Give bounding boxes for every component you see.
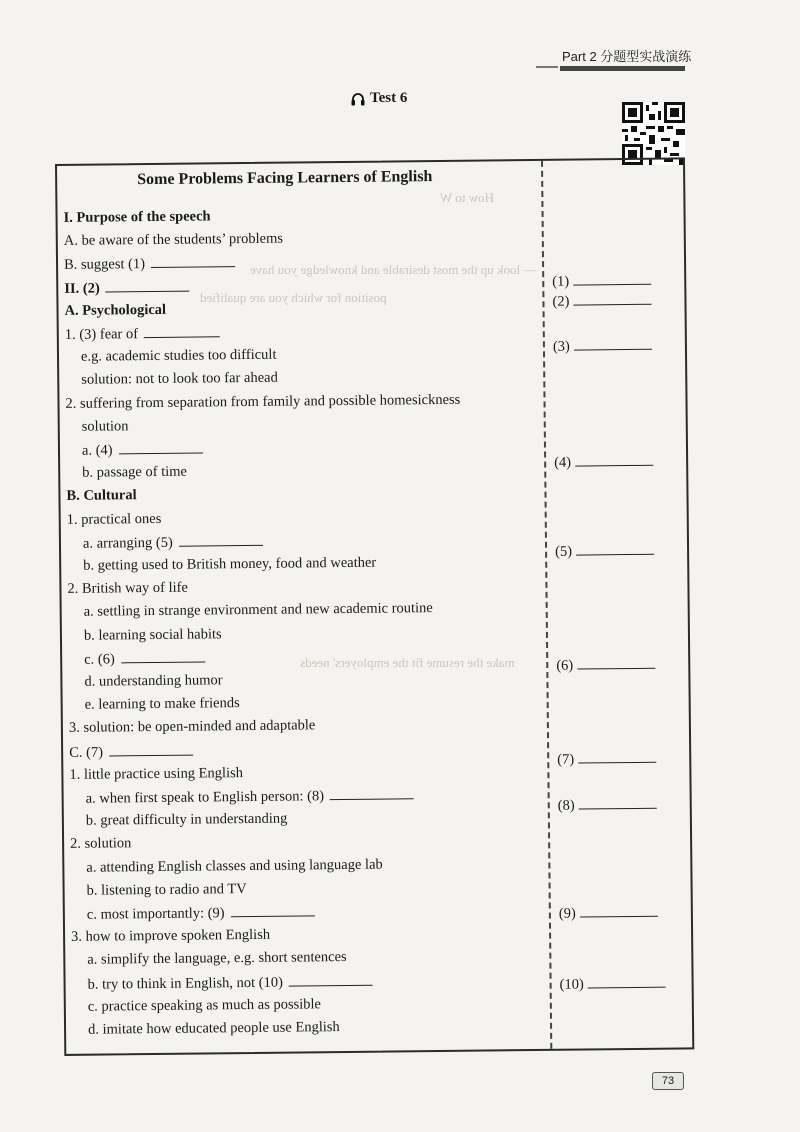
outline-line-text: d. imitate how educated people use English — [87, 1019, 340, 1038]
answer-slot — [559, 904, 658, 923]
answer-number: (10) — [559, 976, 584, 993]
outline-line-text: solution — [81, 418, 129, 435]
outline-line — [85, 695, 240, 714]
outline-line-text: A. Psychological — [64, 301, 167, 319]
outline-line-text: e. learning to make friends — [84, 695, 240, 713]
outline-line — [65, 324, 220, 344]
outline-line — [87, 949, 346, 969]
outline-line — [84, 626, 222, 644]
answer-number: (6) — [556, 657, 574, 674]
answer-blank[interactable] — [579, 796, 657, 810]
outline-line-text: II. (2) — [64, 280, 100, 297]
answer-blank[interactable] — [151, 255, 235, 269]
outline-line-text: a. simplify the language, e.g. short sentences — [87, 949, 347, 969]
outline-line-text: c. (6) — [84, 651, 115, 668]
answer-blank[interactable] — [179, 533, 263, 547]
outline-line-text: e.g. academic studies too difficult — [80, 346, 277, 365]
outline-line-text: 3. solution: be open-minded and adaptable — [68, 717, 316, 737]
test-title-group — [350, 90, 407, 107]
outline-line-text: a. attending English classes and using language lab — [86, 856, 383, 876]
outline-line — [82, 440, 203, 459]
outline-line — [81, 347, 277, 366]
section-header: Part 2 分题型实战演练 — [562, 49, 692, 64]
bleed-through-text: position for which you are qualified — [200, 290, 387, 305]
answer-blank[interactable] — [578, 750, 656, 764]
answer-blank[interactable] — [106, 278, 190, 292]
outline-line — [70, 836, 131, 854]
outline-line — [88, 1019, 340, 1039]
answer-blank[interactable] — [289, 972, 373, 986]
answer-blank[interactable] — [230, 903, 314, 917]
answer-blank[interactable] — [144, 324, 220, 338]
answer-blank[interactable] — [574, 337, 652, 351]
outline-line — [86, 811, 288, 830]
document-title: Some Problems Facing Learners of English — [137, 168, 433, 189]
outline-line — [64, 255, 235, 275]
bleed-through-text: make the resume fit the employers' needs — [300, 655, 515, 670]
outline-line — [65, 391, 460, 412]
outline-line-text: b. listening to radio and TV — [86, 880, 247, 899]
answer-number: (9) — [558, 905, 576, 922]
outline-line — [87, 881, 247, 900]
outline-line — [71, 927, 270, 946]
answer-blank[interactable] — [573, 272, 651, 286]
outline-line-text: b. getting used to British money, food and weather — [83, 554, 377, 574]
outline-line — [82, 464, 187, 482]
answer-slot — [556, 656, 655, 675]
outline-line — [64, 302, 166, 320]
answer-number: (4) — [554, 454, 572, 471]
outline-line — [63, 208, 210, 227]
outline-line-text: 2. British way of life — [67, 579, 188, 598]
outline-line-text: C. (7) — [69, 744, 104, 761]
outline-line — [87, 903, 315, 923]
outline-line-text: 1. practical ones — [66, 510, 162, 528]
answer-slot — [557, 750, 656, 769]
outline-line-text: b. try to think in English, not (10) — [87, 974, 284, 993]
answer-blank[interactable] — [330, 786, 414, 800]
outline-line — [87, 972, 373, 993]
outline-line-text: 3. how to improve spoken English — [71, 926, 271, 946]
answer-blank[interactable] — [575, 453, 653, 467]
outline-line-text: b. learning social habits — [83, 625, 222, 644]
bleed-through-text: How to W — [440, 190, 494, 205]
outline-line — [86, 856, 383, 876]
answer-number: (2) — [552, 293, 570, 310]
bleed-through-text: — look up the most desirable and knowledge you have — [250, 262, 537, 277]
answer-slot — [554, 453, 653, 472]
outline-line-text: 1. (3) fear of — [64, 326, 139, 343]
outline-line-text: A. be aware of the students’ problems — [63, 230, 284, 250]
outline-line — [64, 231, 283, 250]
header-rule-thin — [536, 66, 558, 68]
answer-slot — [560, 975, 666, 994]
outline-line-text: b. passage of time — [82, 463, 188, 481]
outline-line-text: a. (4) — [81, 442, 113, 459]
headphones-icon — [350, 91, 366, 107]
answer-blank[interactable] — [577, 656, 655, 670]
outline-line — [67, 580, 188, 598]
outline-line-text: a. settling in strange environment and new academic routine — [83, 600, 433, 621]
outline-line-text: c. most importantly: (9) — [86, 905, 225, 923]
outline-line-text: B. Cultural — [66, 487, 137, 505]
header-rule — [560, 66, 685, 71]
outline-line — [84, 649, 205, 668]
outline-line — [66, 488, 136, 506]
answer-blank[interactable] — [573, 292, 651, 306]
outline-line — [88, 996, 321, 1015]
outline-line-text: 1. little practice using English — [69, 764, 244, 783]
outline-line — [82, 418, 129, 435]
outline-line — [84, 600, 433, 621]
page-number: 73 — [652, 1072, 684, 1090]
outline-line-text: B. suggest (1) — [63, 256, 146, 274]
outline-line — [86, 786, 415, 807]
outline-line-text: I. Purpose of the speech — [63, 208, 211, 226]
outline-line — [83, 533, 263, 553]
column-divider — [541, 161, 552, 1049]
outline-line — [67, 511, 162, 529]
answer-blank[interactable] — [580, 904, 658, 918]
outline-line-text: solution: not to look too far ahead — [81, 370, 278, 389]
outline-line — [64, 278, 190, 297]
outline-line-text: a. when first speak to English person: (8) — [85, 788, 325, 807]
answer-blank[interactable] — [109, 742, 193, 756]
outline-line-text: b. great difficulty in understanding — [85, 810, 288, 829]
answer-slot — [552, 272, 651, 291]
outline-line — [83, 555, 376, 575]
answer-number: (7) — [557, 751, 575, 768]
answer-number: (5) — [555, 543, 573, 560]
answer-blank[interactable] — [119, 440, 203, 454]
outline-line — [81, 370, 278, 389]
answer-blank[interactable] — [121, 649, 205, 663]
outline-line-text: 2. suffering from separation from family and possible homesickness — [65, 391, 461, 412]
outline-table — [55, 157, 694, 1056]
answer-number: (8) — [557, 797, 575, 814]
answer-slot — [555, 542, 654, 561]
outline-line — [84, 672, 222, 690]
outline-line — [69, 765, 243, 784]
outline-line-text: a. arranging (5) — [82, 534, 173, 552]
answer-blank[interactable] — [588, 975, 666, 989]
outline-line-text: d. understanding humor — [84, 672, 223, 690]
test-title: Test 6 — [370, 90, 408, 106]
outline-line-text: c. practice speaking as much as possible — [87, 996, 322, 1015]
qr-code-icon — [622, 102, 685, 165]
answer-number: (3) — [552, 338, 570, 355]
answer-slot — [552, 292, 651, 311]
outline-line — [69, 718, 316, 738]
answer-slot — [553, 337, 652, 356]
outline-line — [69, 742, 193, 761]
outline-line-text: 2. solution — [70, 835, 132, 853]
answer-slot — [558, 796, 657, 815]
answer-blank[interactable] — [576, 542, 654, 556]
answer-number: (1) — [552, 273, 570, 290]
